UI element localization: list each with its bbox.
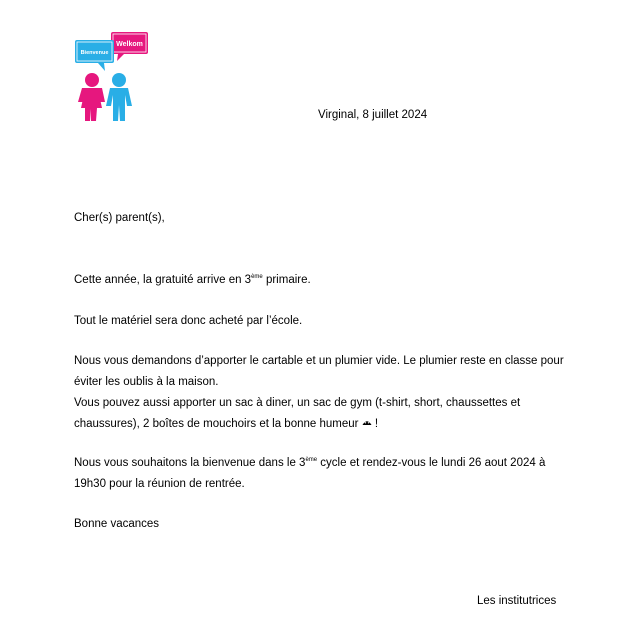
paragraph-material-text: Tout le matériel sera donc acheté par l’école. [74, 315, 303, 327]
paragraph-supplies-line2: Vous pouvez aussi apporter un sac à diner, un sac de gym (t-shirt, short, chaussettes et chaussures), 2 boîtes de mouchoirs et la bonne humeur [74, 397, 521, 430]
place-date: Virginal, 8 juillet 2024 [318, 109, 428, 121]
pink-figure-icon [78, 73, 105, 121]
paragraph-supplies-end: ! [371, 418, 379, 430]
smiley-icon [362, 419, 372, 426]
paragraph-welcome-text: Nous vous souhaitons la bienvenue dans le 3 [74, 457, 306, 469]
welkom-bubble [111, 32, 148, 61]
ordinal-suffix: ème [305, 457, 318, 463]
paragraph-material [74, 311, 564, 332]
paragraph-welcome [74, 453, 564, 495]
bienvenue-bubble [75, 40, 114, 71]
signature: Les institutrices [477, 595, 557, 607]
closing [74, 514, 564, 535]
paragraph-supplies [74, 351, 564, 435]
paragraph-supplies-line1: Nous vous demandons d’apporter le cartable et un plumier vide. Le plumier reste en classe pour éviter les oublis à la maison. [74, 355, 564, 388]
blue-figure-icon [106, 73, 132, 121]
bienvenue-bubble-text: Bienvenue [80, 50, 109, 56]
closing-text: Bonne vacances [74, 518, 160, 530]
salutation: Cher(s) parent(s), [74, 212, 165, 224]
welkom-bubble-text: Welkom [116, 41, 143, 48]
paragraph-gratuity-text: Cette année, la gratuité arrive en 3 [74, 274, 252, 286]
paragraph-gratuity-text-end: primaire. [262, 274, 311, 286]
paragraph-welcome-text-end: cycle et rendez-vous le lundi 26 aout 2024 à 19h30 pour la réunion de rentrée. [74, 457, 546, 490]
paragraph-gratuity [74, 270, 564, 291]
school-logo [74, 30, 152, 122]
ordinal-suffix: ème [251, 274, 263, 280]
